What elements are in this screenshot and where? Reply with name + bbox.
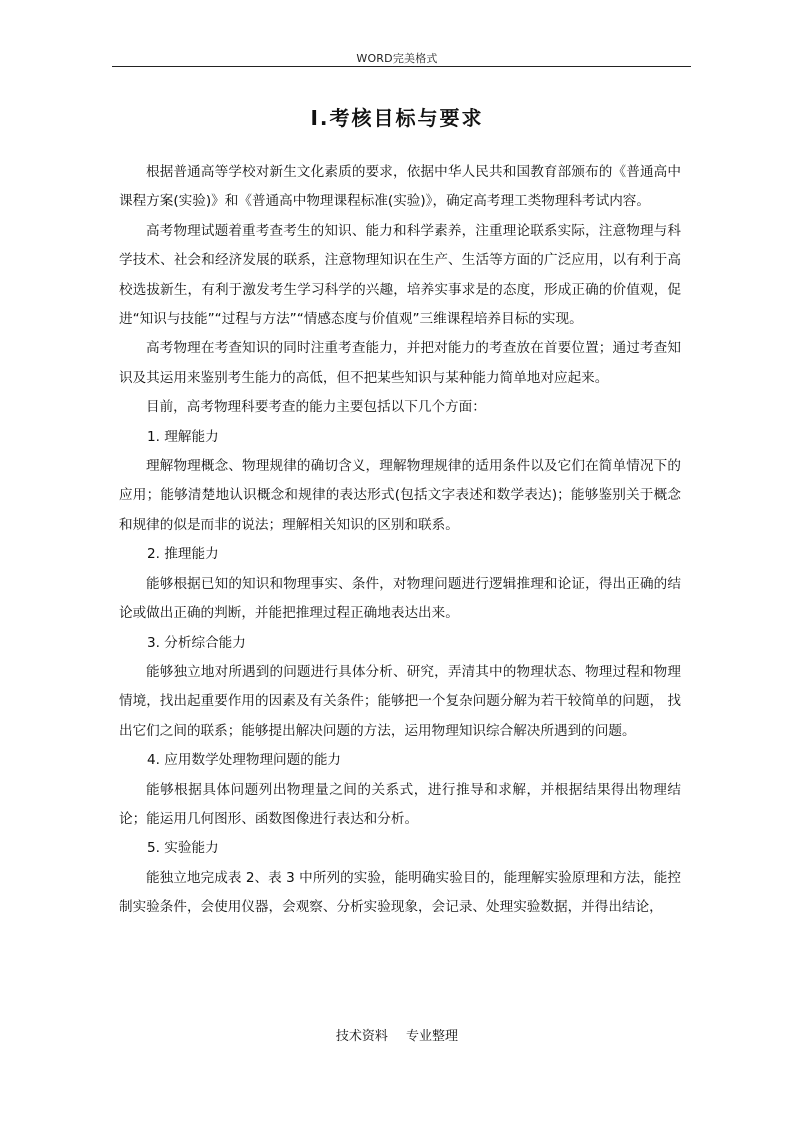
page-footer: 技术资料 专业整理 — [335, 1029, 459, 1044]
list-item-heading: 3. 分析综合能力 — [147, 634, 246, 651]
list-item-body: 能够根据已知的知识和物理事实、条件，对物理问题进行逻辑推理和论证，得出正确的结论或做出正确的判断，并能把推理过程正确地表达出来。 — [119, 575, 681, 622]
list-item-body: 能够独立地对所遇到的问题进行具体分析、研究，弄清其中的物理状态、物理过程和物理情境，找出起重要作用的因素及有关条件；能够把一个复杂问题分解为若干较简单的问题， 找出它们之间的联系；能够提出解决问题的方法，运用物理知识综合解决所遇到的问题。 — [119, 663, 681, 739]
list-item-heading: 4. 应用数学处理物理问题的能力 — [147, 752, 342, 769]
list-item-body: 理解物理概念、物理规律的确切含义，理解物理规律的适用条件以及它们在简单情况下的应用；能够清楚地认识概念和规律的表达形式(包括文字表述和数学表达)；能够鉴别关于概念和规律的似是而非的说法；理解相关知识的区别和联系。 — [119, 458, 681, 533]
body-paragraph: 高考物理在考查知识的同时注重考查能力，并把对能力的考查放在首要位置；通过考查知识及其运用来鉴别考生能力的高低，但不把某些知识与某种能力简单地对应起来。 — [119, 340, 681, 386]
list-intro-paragraph: 目前，高考物理科要考查的能力主要包括以下几个方面： — [146, 399, 486, 416]
intro-paragraph: 根据普通高等学校对新生文化素质的要求，依据中华人民共和国教育部颁布的《普通高中课程方案(实验)》和《普通高中物理课程标准(实验)》，确定高考理工类物理科考试内容。 — [119, 164, 681, 210]
list-item-heading: 2. 推理能力 — [147, 546, 219, 563]
list-item-body: 能独立地完成表 2、表 3 中所列的实验，能明确实验目的，能理解实验原理和方法，能控制实验条件，会使用仪器，会观察、分析实验现象，会记录、处理实验数据，并得出结论， — [119, 869, 681, 916]
section-title: Ⅰ.考核目标与要求 — [310, 106, 484, 130]
body-paragraph: 高考物理试题着重考查考生的知识、能力和科学素养，注重理论联系实际，注意物理与科学技术、社会和经济发展的联系，注意物理知识在生产、生活等方面的广泛应用，以有利于高校选拔新生，有利于激发考生学习科学的兴趣，培养实事求是的态度，形成正确的价值观，促进“知识与技能”“过程与方法”“情感态度与价值观”三维课程培养目标的实现。 — [119, 222, 681, 328]
list-item-heading: 1. 理解能力 — [147, 428, 219, 445]
list-item-heading: 5. 实验能力 — [147, 840, 219, 857]
header-divider — [112, 66, 691, 67]
page-header: WORD完美格式 — [356, 52, 438, 65]
document-body — [119, 158, 681, 923]
list-item-body: 能够根据具体问题列出物理量之间的关系式，进行推导和求解，并根据结果得出物理结论；能运用几何图形、函数图像进行表达和分析。 — [119, 781, 681, 827]
